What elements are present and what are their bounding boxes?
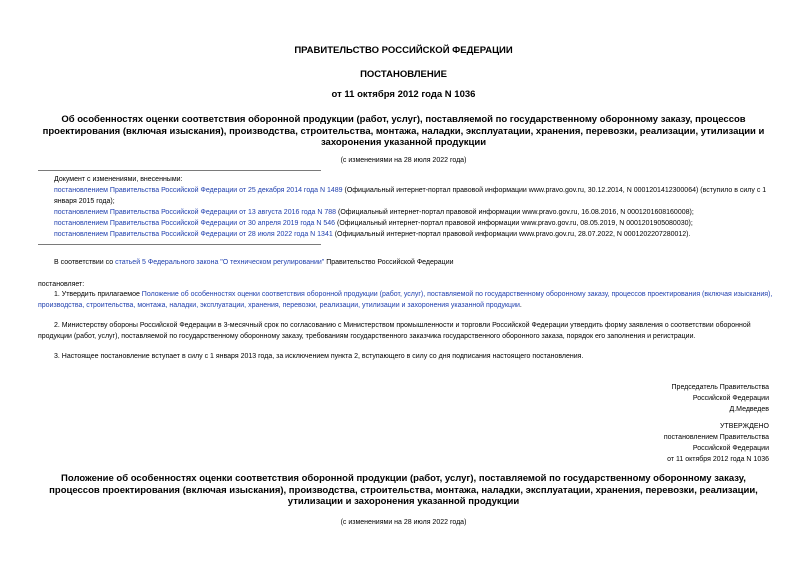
paragraph-1 bbox=[38, 289, 773, 311]
amendment-source: (Официальный интернет-портал правовой информации www.pravo.gov.ru, 28.07.2022, N 0001202207280012). bbox=[332, 231, 691, 238]
decrees-word: постановляет: bbox=[38, 281, 85, 288]
annex-revision-note: (с изменениями на 28 июля 2022 года) bbox=[340, 519, 467, 526]
approval-block bbox=[664, 421, 769, 465]
paragraph-2: 2. Министерству обороны Российской Федерации в 3-месячный срок по согласованию с Министерством промышленности и торговли Российской Федерации утвердить форму заявления о соответствии оборонной продукции (работ, услуг), поставляемой по государственному оборонному заказу, требованиям государственного заказчика государственного оборонного заказа, порядок его заполнения и регистрации. bbox=[38, 322, 751, 340]
paragraph-3: 3. Настоящее постановление вступает в силу с 1 января 2013 года, за исключением пункта 2, вступающего в силу со дня подписания настоящего постановления. bbox=[54, 353, 584, 360]
amendment-item bbox=[38, 229, 773, 240]
signature-name: Д.Медведев bbox=[729, 406, 769, 413]
amendment-item bbox=[38, 207, 773, 218]
amendment-link[interactable]: постановлением Правительства Российской Федерации от 25 декабря 2014 года N 1489 bbox=[54, 187, 343, 194]
approval-by: постановлением Правительства bbox=[663, 434, 769, 441]
revision-note: (с изменениями на 28 июля 2022 года) bbox=[340, 157, 467, 164]
amendments-label: Документ с изменениями, внесенными: bbox=[54, 176, 183, 183]
amendments-bottom-rule bbox=[38, 244, 321, 245]
government-heading: ПРАВИТЕЛЬСТВО РОССИЙСКОЙ ФЕДЕРАЦИИ bbox=[294, 45, 513, 56]
signature-block bbox=[672, 382, 769, 415]
preamble-text: В соответствии со bbox=[54, 259, 116, 266]
amendment-item bbox=[38, 185, 773, 207]
annex-title: Положение об особенностях оценки соответствия оборонной продукции (работ, услуг), поставляемой по государственному оборонному заказу, процессов проектирования (включая изыскания), производства, строительства, монтажа, наладки, эксплуатации, хранения, перевозки, реализации, утилизации и захоронения указанной продукции bbox=[49, 473, 758, 507]
amendment-link[interactable]: постановлением Правительства Российской Федерации от 30 апреля 2019 года N 546 bbox=[54, 220, 336, 227]
document-title: Об особенностях оценки соответствия оборонной продукции (работ, услуг), поставляемой по государственному оборонному заказу, процессов проектирования (включая изыскания), производства, строительства, монтажа, наладки, эксплуатации, хранения, перевозки, реализации, утилизации и захоронения указанной продукции bbox=[42, 114, 765, 148]
signature-position: Председатель Правительства bbox=[671, 384, 769, 391]
amendment-link[interactable]: постановлением Правительства Российской Федерации от 28 июля 2022 года N 1341 bbox=[54, 231, 333, 238]
p1-text: 1. Утвердить прилагаемое bbox=[54, 291, 142, 298]
approval-country: Российской Федерации bbox=[692, 445, 769, 452]
date-number-heading: от 11 октября 2012 года N 1036 bbox=[331, 89, 476, 100]
p1-text-end: . bbox=[519, 302, 522, 309]
preamble-text-end: Правительство Российской Федерации bbox=[324, 259, 454, 266]
amendment-source: (Официальный интернет-портал правовой информации www.pravo.gov.ru, 30.12.2014, N 0001201412300064) (вступило в силу с 1 января 2015 года); bbox=[54, 187, 767, 205]
amendment-source: (Официальный интернет-портал правовой информации www.pravo.gov.ru, 16.08.2016, N 0001201608160008); bbox=[336, 209, 694, 216]
approval-stamp: УТВЕРЖДЕНО bbox=[719, 423, 769, 430]
amendments-top-rule bbox=[38, 170, 321, 171]
regulation-link[interactable]: Положение об особенностях оценки соответствия оборонной продукции (работ, услуг), поставляемой по государственному оборонному заказу, процессов проектирования (включая изыскания), производства, строительства, монтажа, наладки, эксплуатации, хранения, перевозки, реализации, утилизации и захоронения указанной продукции bbox=[38, 291, 773, 309]
amendments-box bbox=[38, 170, 773, 245]
amendment-link[interactable]: постановлением Правительства Российской Федерации от 13 августа 2016 года N 788 bbox=[54, 209, 337, 216]
doc-type-heading: ПОСТАНОВЛЕНИЕ bbox=[360, 69, 447, 80]
law-link[interactable]: статьей 5 Федерального закона "О техническом регулировании" bbox=[115, 259, 325, 266]
preamble-paragraph bbox=[38, 257, 773, 268]
signature-country: Российской Федерации bbox=[692, 395, 769, 402]
approval-date: от 11 октября 2012 года N 1036 bbox=[667, 456, 769, 463]
amendment-source: (Официальный интернет-портал правовой информации www.pravo.gov.ru, 08.05.2019, N 0001201905080030); bbox=[335, 220, 693, 227]
amendment-item bbox=[38, 218, 773, 229]
